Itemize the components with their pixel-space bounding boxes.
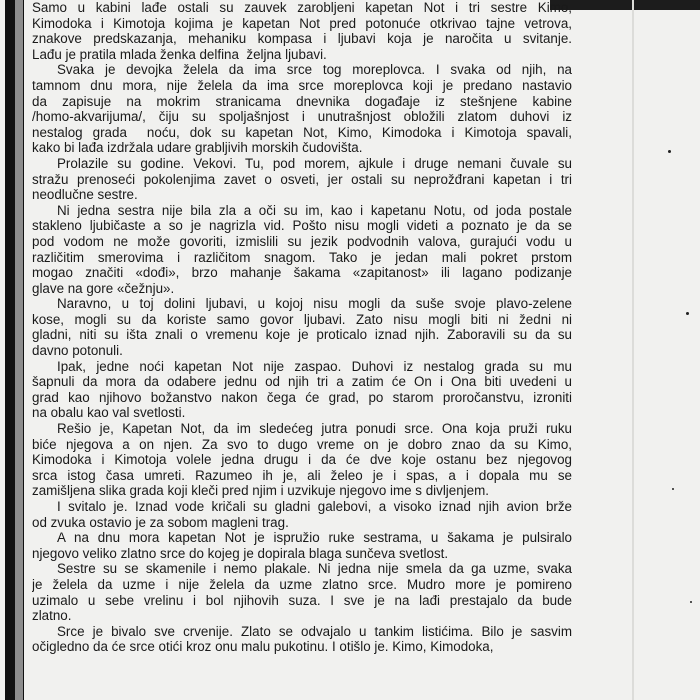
text-line: kose, mogli su da koriste samo govor ljubavi. Zato nisu mogli biti ni žedni ni — [32, 311, 572, 327]
story-paragraph — [32, 530, 572, 561]
paper-fold-line — [632, 0, 634, 700]
text-line: od zvuka ostavio je za sobom magleni trag. — [32, 514, 289, 530]
text-line: uzimalo u sebe vrelinu i bol njihovih suza. I sve je na lađi prestajalo da bude — [32, 592, 572, 608]
text-line: Rešio je, Kapetan Not, da im sledećeg jutra ponudi srce. Ona koja pruži ruku — [57, 421, 572, 437]
text-line: gladni, niti su išta znali o vremenu koje je proticalo iznad njih. Zaboravili su da su — [32, 327, 572, 343]
text-line: na obalu kao val svetlosti. — [32, 405, 186, 421]
text-line: njegovo veliko zlatno srce do kojeg je dopirala blaga sunčeva svetlost. — [32, 545, 449, 561]
text-line: Ipak, jedne noći kapetan Not nije zaspao. Duhovi iz nestalog grada su mu — [57, 358, 572, 374]
text-line: očigledno da će srce otići kroz onu malu pukotinu. I otišlo je. Kimo, Kimodoka, — [32, 639, 494, 655]
text-line: Naravno, u toj dolini ljubavi, u kojoj nisu mogli da suše svoje plavo-zelene — [57, 296, 572, 312]
story-paragraph — [32, 62, 572, 156]
text-line: stakleno ljubičaste a so je nagrizla vid. Pošto nisu mogli videti a poznato je da se — [32, 218, 572, 234]
ink-speck — [686, 312, 689, 315]
text-line: neodlučne sestre. — [32, 187, 138, 203]
text-line: Svaka je devojka želela da ima srce tog moreplovca. I svaka od njih, na — [57, 62, 572, 78]
story-text — [32, 0, 572, 700]
text-line: različitim smerovima i različitom snagom. Tako je jedan mali pokret prstom — [32, 249, 572, 265]
text-line: davno potonuli. — [32, 343, 123, 359]
text-line: stražu prenoseći pokolenjima zavet o osveti, jer ostali su neprožđrani kapetan i tri — [32, 171, 572, 187]
scan-dark-corner — [550, 0, 700, 10]
text-line: biće njegova a on njen. Za svo to dugo vreme on je dobro znao da su Kimo, — [32, 436, 572, 452]
text-line: glave na gore «čežnju». — [32, 280, 175, 296]
text-line: zamišljena slika grada koji kleči pred njim i uzvikuje njegovo ime s divljenjem. — [32, 483, 489, 499]
text-line: A na dnu mora kapetan Not je ispružio ruke sestrama, u šakama je pulsiralo — [57, 530, 572, 546]
story-paragraph — [32, 561, 572, 623]
story-paragraph — [32, 203, 572, 297]
text-line: mogao značiti «dođi», brzo mahanje šakama «zapitanost» ili lagano podizanje — [32, 265, 572, 281]
text-line: kako bi lađa izdržala udare grabljivih morskih čudovišta. — [32, 140, 363, 156]
story-paragraph — [32, 156, 572, 203]
text-line: je želela da uzme i nije želela da uzme zlatno srce. Mudro more je pomireno — [32, 576, 572, 592]
story-paragraph — [32, 296, 572, 358]
text-line: zlatno. — [32, 608, 72, 624]
text-line: Srce je bivalo sve crvenije. Zlato se odvajalo u tankim listićima. Bilo je sasvim — [57, 623, 572, 639]
text-line: Kimodoka i Kimotoja kojima je kapetan Not pred potonuće otkrivao tajne vetrova, — [32, 15, 572, 31]
text-line: grad kao njihovo božanstvo nakon čega će grad, po starom proročanstvu, izroniti — [32, 389, 572, 405]
story-paragraph — [32, 624, 572, 655]
story-paragraph — [32, 0, 572, 62]
story-paragraph — [32, 421, 572, 499]
text-line: /homo-akvarijuma/, čiju su spoljašnjost i unutrašnjost obložili zlatom duhovi iz — [32, 109, 572, 125]
text-line: Ni jedna sestra nije bila zla a oči su im, kao i kapetanu Notu, od joda postale — [57, 202, 572, 218]
text-line: Prolazile su godine. Vekovi. Tu, pod morem, ajkule i druge nemani čuvale su — [57, 155, 572, 171]
text-line: Kimodoka i Kimotoja volele jedna drugu i da će dve koje ostanu bez njegovog — [32, 452, 572, 468]
text-line: znakove predskazanja, mehaniku kompasa i ljubavi koja je naročita u svitanje. — [32, 31, 572, 47]
text-line: Lađu je pratila mlada ženka delfina željna ljubavi. — [32, 46, 327, 62]
text-line: šapnuli da mora da odabere jednu od njih tri a zatim će On i Ona biti uvedeni u — [32, 374, 572, 390]
text-line: pod vodom ne može govoriti, izmislili su jezik podvodnih valova, gurajući vodu u — [32, 233, 572, 249]
text-line: da zapisuje na mokrim stranicama dnevnika događaje iz stešnjene kabine — [32, 93, 572, 109]
story-paragraph — [32, 359, 572, 421]
text-line: srca istog časa umreti. Razumeo ih je, ali želeo je i spas, a i dopala mu se — [32, 467, 572, 483]
text-line: tamnom dnu mora, nije želela da ima srce moreplovca koji je predano nastavio — [32, 77, 572, 93]
page-frame-border — [5, 0, 24, 700]
story-paragraph — [32, 499, 572, 530]
ink-speck — [668, 150, 671, 153]
text-line: nestalog grada noću, dok su kapetan Not, Kimo, Kimodoka i Kimotoja spavali, — [32, 124, 572, 140]
text-line: Sestre su se skamenile i nemo plakale. Ni jedna nije smela da ga uzme, svaka — [57, 561, 572, 577]
text-line: I svitalo je. Iznad vode kričali su gladni galebovi, a visoko iznad njih avion brže — [57, 499, 572, 514]
page-frame-inner-stripe — [15, 0, 23, 700]
ink-speck — [690, 601, 692, 603]
ink-speck — [672, 488, 674, 490]
text-line: Samo u kabini lađe ostali su zauvek zarobljeni kapetan Not i tri sestre Kimo, — [32, 0, 572, 15]
